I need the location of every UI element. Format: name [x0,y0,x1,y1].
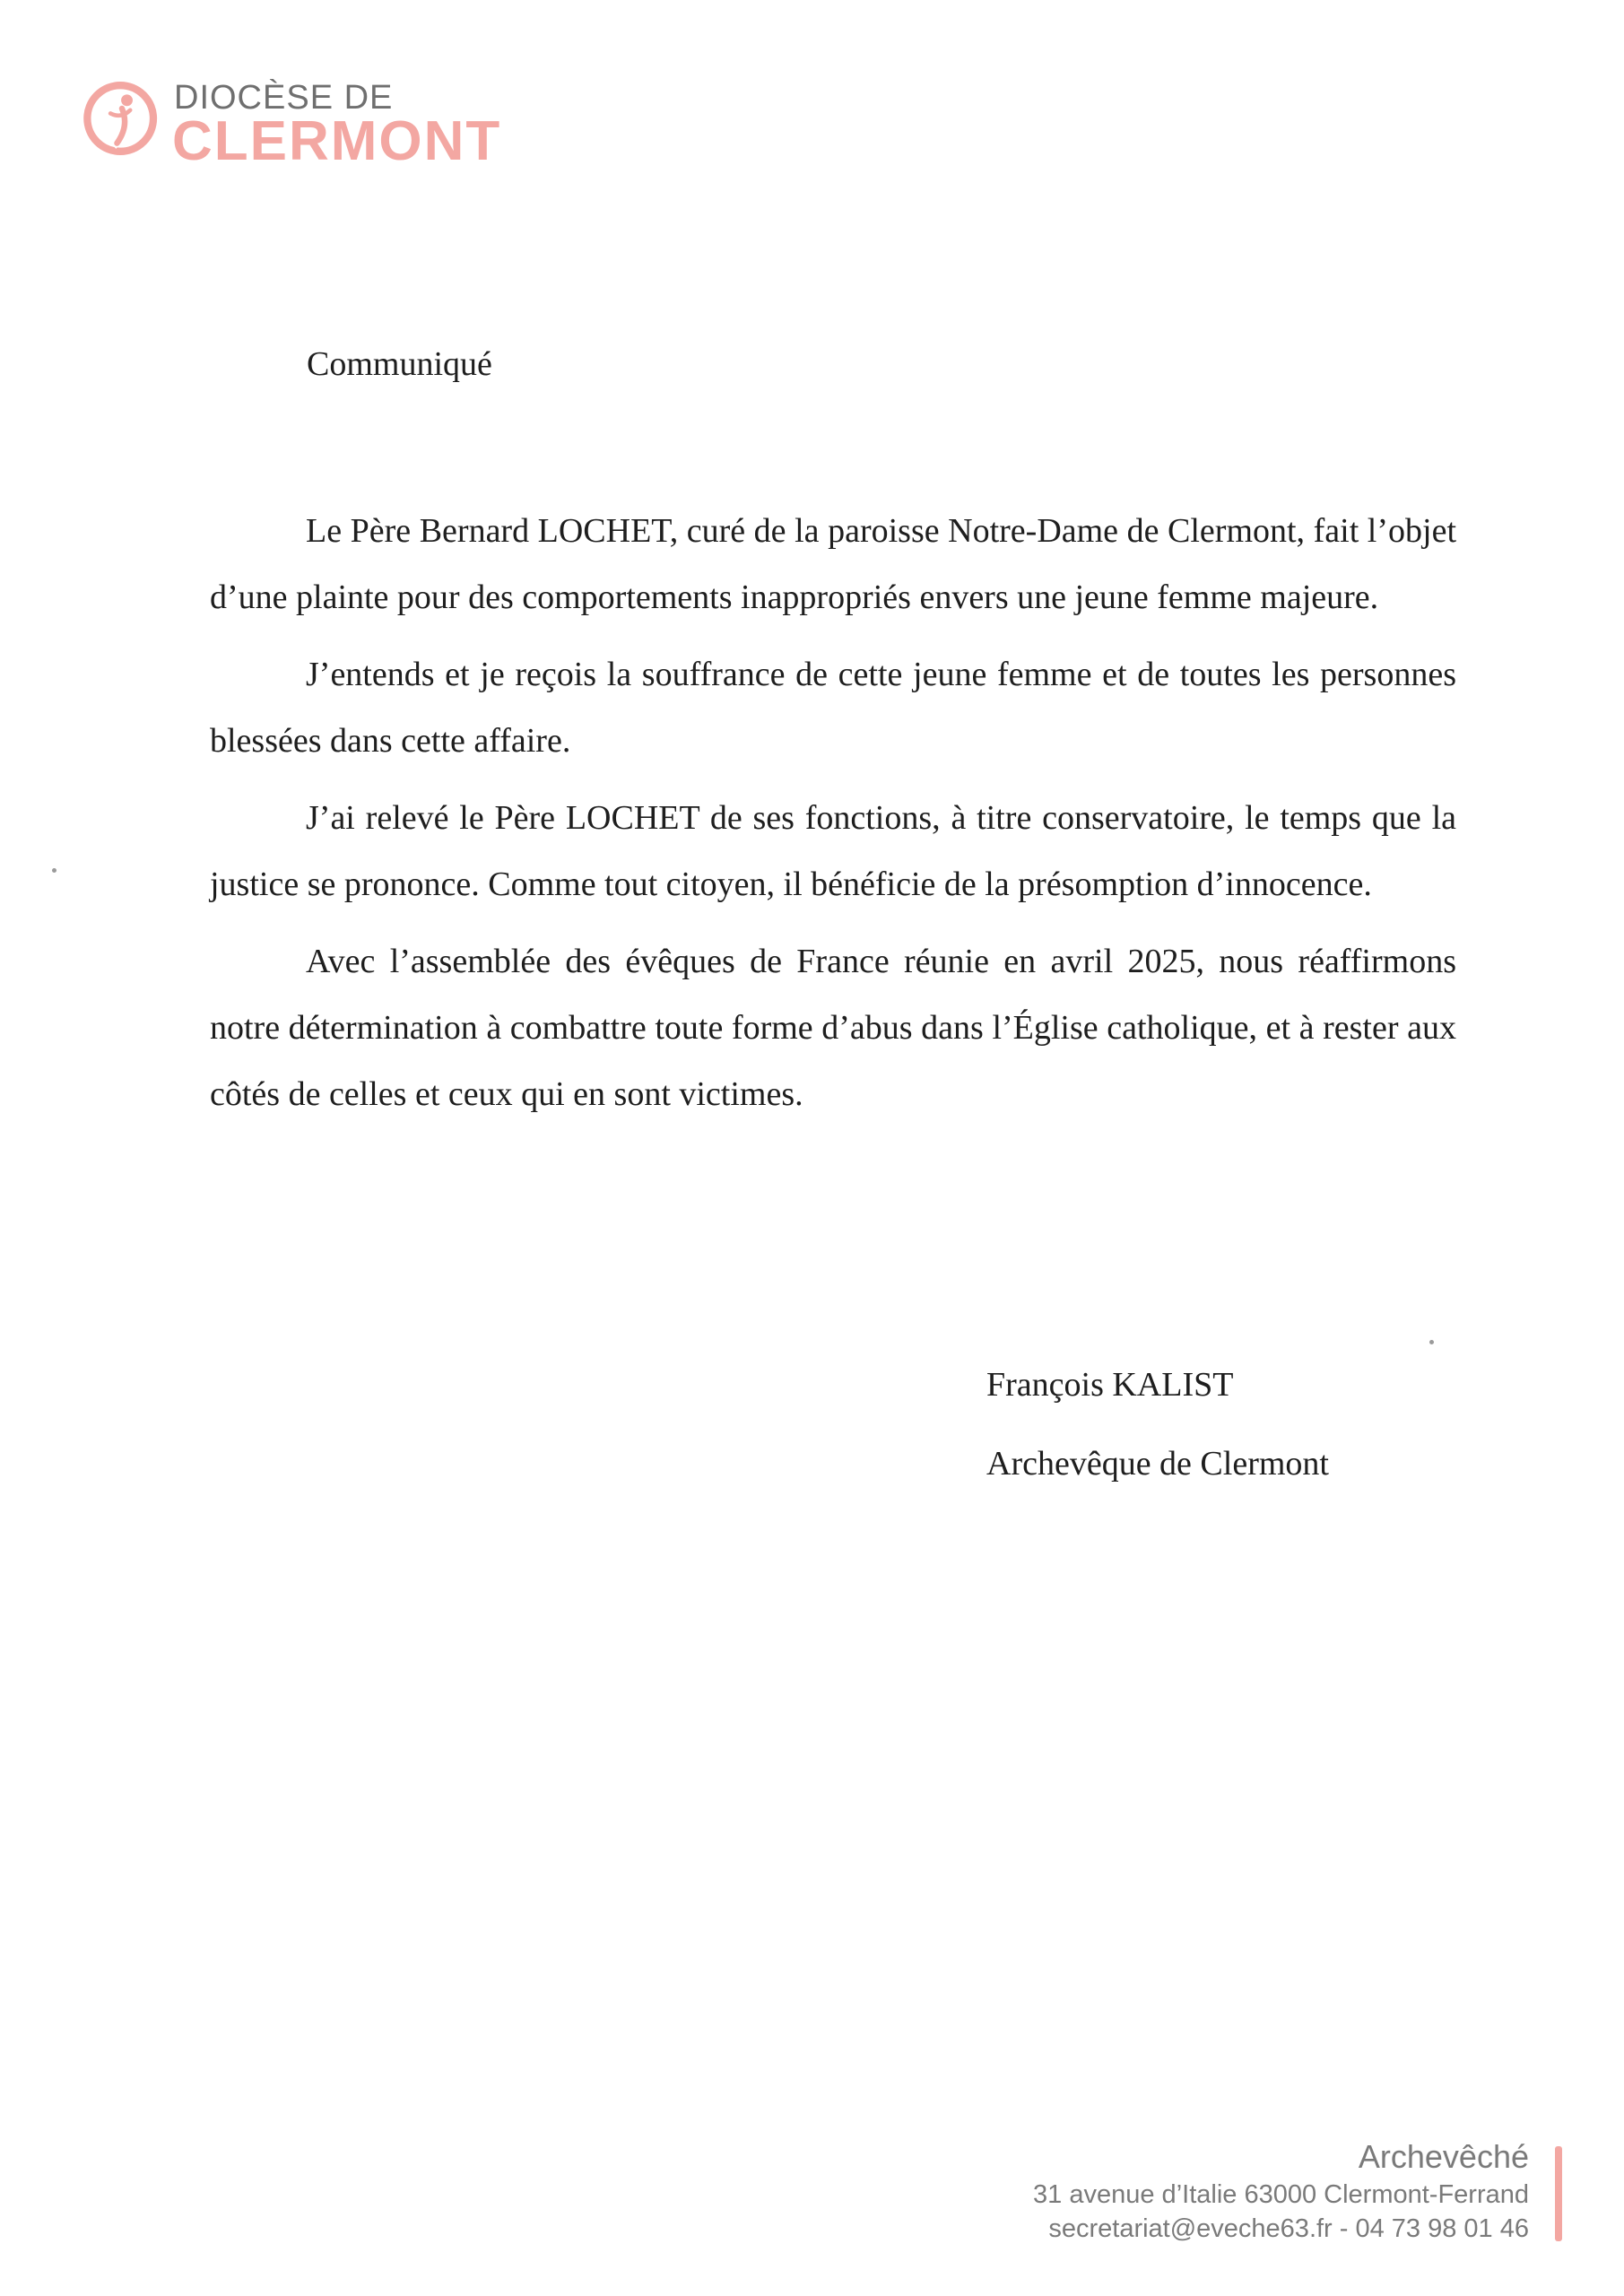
paragraph-3: J’ai relevé le Père LOCHET de ses fonctions, à titre conservatoire, le temps que la justice se prononce. Comme tout citoyen, il bénéficie de la présomption d’innocence. [210,799,1456,903]
document-body [210,498,1456,1138]
paragraph-2: J’entends et je reçois la souffrance de cette jeune femme et de toutes les personnes blessées dans cette affaire. [210,656,1456,760]
footer-address-block [1033,2136,1529,2246]
footer-title: Archevêché [1358,2138,1529,2175]
footer-accent-bar [1555,2146,1562,2241]
signature-title: Archevêque de Clermont [986,1445,1329,1483]
signature-block [986,1345,1329,1503]
scan-speck [1429,1340,1434,1344]
scan-speck [52,868,56,873]
diocese-logo [81,74,502,172]
logo-text-clermont: CLERMONT [172,110,502,172]
document-heading: Communiqué [307,345,492,383]
logo-text-diocese: DIOCÈSE DE [174,79,394,117]
paragraph-1: Le Père Bernard LOCHET, curé de la paroisse Notre-Dame de Clermont, fait l’objet d’une plainte pour des comportements inappropriés envers une jeune femme majeure. [210,512,1456,616]
diocese-logo-icon [81,77,163,160]
footer-address: 31 avenue d’Italie 63000 Clermont-Ferrand [1033,2180,1529,2209]
footer-contact: secretariat@eveche63.fr - 04 73 98 01 46 [1048,2214,1529,2243]
paragraph-4: Avec l’assemblée des évêques de France réunie en avril 2025, nous réaffirmons notre détermination à combattre toute forme d’abus dans l’Église catholique, et à rester aux côtés de celles et ceux qui en sont victimes. [210,943,1456,1113]
signature-name: François KALIST [986,1366,1234,1404]
